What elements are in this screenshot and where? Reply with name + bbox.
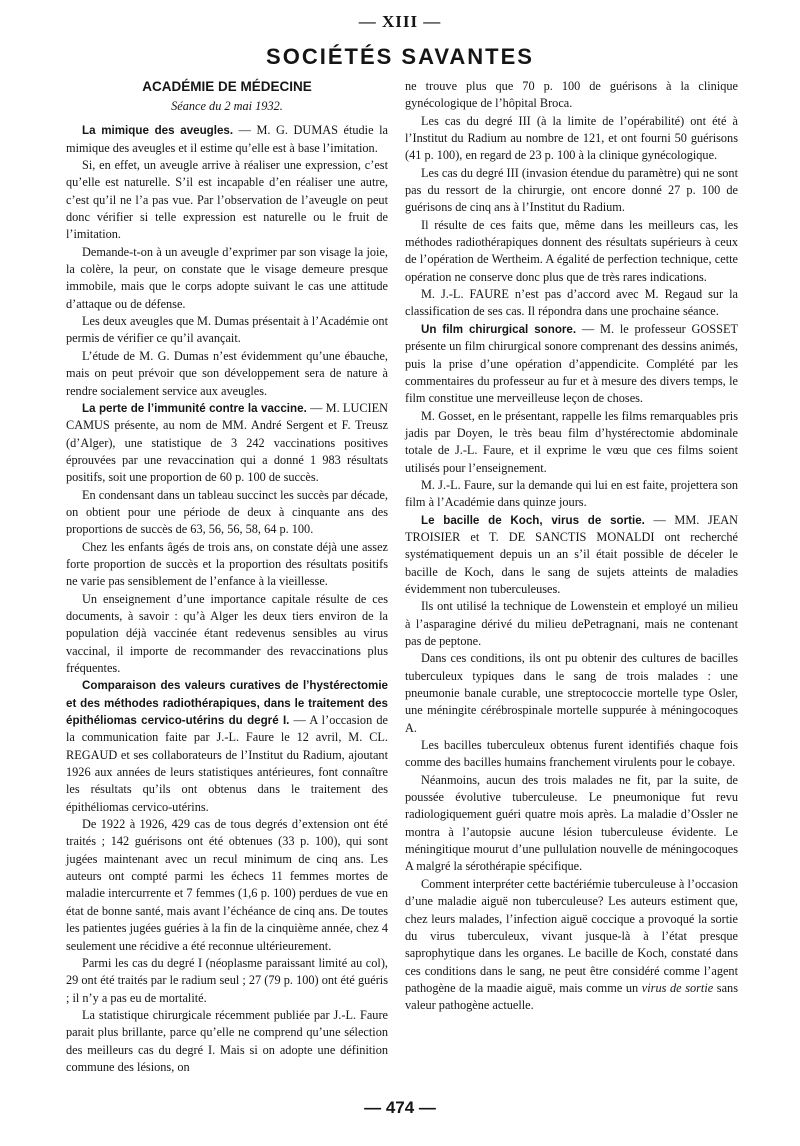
article-heading: Comparaison des valeurs curatives de l’hystérectomie et des méthodes radiothérapiques, dans le traitement des épithéliomas cervico-utérins du degré I. xyxy=(66,679,388,728)
article-text: — M. G. DUMAS étudie la mimique des aveugles et il estime qu’elle est à base l’imitation. xyxy=(66,123,388,155)
paragraph: De 1922 à 1926, 429 cas de tous degrés d’extension ont été traités ; 142 guérisons ont été obtenues (33 p. 100), qui sont jugées maintenant avec un recul minimum de cinq ans. Les auteurs ont compté parmi les échecs 11 femmes mortes de maladie intercurrente et 7 femmes (1,6 p. 100) perdues de vue en état de bonne santé, mais avant l’échéance de cinq ans. De toutes les patientes jugées guéries à la fin de la cinquième année, chez 4 seulement une récidive a été reconnue ultérieurement. xyxy=(66,817,388,953)
article-mimique xyxy=(66,122,388,157)
paragraph: L’étude de M. G. Dumas n’est évidemment qu’une ébauche, mais on peut prévoir que son développement sera de nature à rendre socialement service aux aveugles. xyxy=(66,348,388,398)
paragraph: Un enseignement d’une importance capitale résulte de ces documents, à savoir : qu’à Alger les deux tiers environ de la population déjà vaccinée étant redevenus sensibles au virus vaccinal, il importe de recommander des revaccinations plus fréquentes. xyxy=(66,591,388,675)
article-heading: Un film chirurgical sonore. xyxy=(421,322,577,336)
paragraph: Demande-t-on à un aveugle d’exprimer par son visage la joie, la colère, la peur, on constate que le visage demeure presque immobile, mais que le corps adopte suivant le cas une attitude d’attaque ou de défense. xyxy=(66,244,388,311)
paragraph: Si, en effet, un aveugle arrive à réaliser une expression, c’est qu’elle est naturelle. S’il est incapable d’en réaliser une autre, c’est qu’il ne l’a pas vue. Par l’observation de l’aveugle on peut donc vérifier si telle expression est naturelle ou le fruit de l’imitation. xyxy=(66,158,388,242)
paragraph: Les cas du degré III (à la limite de l’opérabilité) ont été à l’Institut du Radium au nombre de 121, et ont fourni 50 guérisons (41 p. 100), en regard de 23 p. 100 à la clinique gynécologique. xyxy=(405,113,738,163)
article-text: — M. le professeur GOSSET présente un film chirurgical sonore comprenant des dessins animés, puis la prise d’une opération d’appendicite. Complété par les commentaires du professeur au fur et à mesure des divers temps, le film constitue une merveilleuse leçon de choses. xyxy=(405,321,738,406)
article-heading: La perte de l’immunité contre la vaccine. xyxy=(82,401,307,415)
academy-title: ACADÉMIE DE MÉDECINE xyxy=(142,79,312,94)
article-heading: La mimique des aveugles. xyxy=(82,124,234,138)
paragraph: Dans ces conditions, ils ont pu obtenir des cultures de bacilles tuberculeux typiques dans le sang de trois malades : une pneumonie banale curable, une streptococcie mortelle type Osler, une méningite cérébrospinale mortelle suppurée à méningocoques A. xyxy=(405,651,738,735)
paragraph: La statistique chirurgicale récemment publiée par J.-L. Faure parait plus brillante, parce qu’elle ne comprend qu’une sélection des meilleurs cas du degré I. Mais si on adopte une définition commune des lésions, on xyxy=(66,1007,388,1074)
session-date: Séance du 2 mai 1932. xyxy=(171,99,283,113)
section-title: SOCIÉTÉS SAVANTES xyxy=(266,44,534,69)
article-heading: Le bacille de Koch, virus de sortie. xyxy=(421,513,645,527)
article-immunite xyxy=(66,400,388,487)
page-roman-numeral: — XIII — xyxy=(358,12,442,31)
paragraph: Chez les enfants âgés de trois ans, on constate déjà une assez forte proportion de succès et la proportion des résultats positifs ne varie pas sensiblement de l’enfance à la vieillesse. xyxy=(66,539,388,589)
paragraph: Les bacilles tuberculeux obtenus furent identifiés chaque fois comme des bacilles humains franchement virulents pour le cobaye. xyxy=(405,738,738,770)
page-number: — 474 — xyxy=(364,1098,436,1117)
italic-term: virus de sortie xyxy=(641,980,714,995)
paragraph: Ils ont utilisé la technique de Lowenstein et employé un milieu à l’asparagine dérivé du milieu dePetragnani, mais ne contenant pas de peptone. xyxy=(405,599,738,648)
paragraph: En condensant dans un tableau succinct les succès par décade, on obtient pour une période de deux à cinquante ans des proportions de succès de 63, 56, 56, 58, 64 p. 100. xyxy=(66,487,388,537)
paragraph: Néanmoins, aucun des trois malades ne fit, par la suite, de poussée évolutive tuberculeuse. Le pneumonique fut revu radiologiquement guéri quatre mois après. La maladie d’Ossler ne montra à l’autopsie aucune lésion tuberculeuse évidente. Le méningitique mourut d’une pullulation nouvelle de méningocoques A malgré la sérothérapie spécifique. xyxy=(405,772,738,874)
paragraph: M. J.-L. FAURE n’est pas d’accord avec M. Regaud sur la classification de ses cas. Il répondra dans une prochaine séance. xyxy=(405,287,738,319)
paragraph: Les cas du degré III (invasion étendue du paramètre) qui ne sont pas du ressort de la chirurgie, ont encore donné 27 p. 100 de guérisons de cinq ans à l’Institut du Radium. xyxy=(405,165,738,215)
paragraph: Les deux aveugles que M. Dumas présentait à l’Académie ont permis de vérifier ce qu’il avançait. xyxy=(66,314,388,346)
paragraph: M. J.-L. Faure, sur la demande qui lui en est faite, projettera son film à l’Académie dans quinze jours. xyxy=(405,477,738,510)
paragraph-text: Comment interpréter cette bactériémie tuberculeuse à l’occasion d’une maladie aiguë non tuberculeuse? Les auteurs estiment que, chez leurs malades, l’infection aiguë coccique a provoqué la sortie du virus tuberculeux, vivant jusque-là à l’état presque saprophytique dans les organes. Le bacille de Koch, constaté dans ces conditions dans le sang, ne peut être considéré comme l’agent pathogène de la maadie aiguë, mais comme un xyxy=(405,876,738,995)
article-hysterectomie xyxy=(66,677,388,816)
paragraph xyxy=(405,876,738,1015)
article-text: — M. LUCIEN CAMUS présente, au nom de MM. André Sergent et F. Treusz (d’Alger), une statistique de 3 242 vaccinations positives éprouvées par une revaccination qui a donné 1 983 résultats positifs, soit une proportion de 60 p. 100 de succès. xyxy=(66,400,389,485)
paragraph: Il résulte de ces faits que, même dans les meilleurs cas, les méthodes radiothérapiques donnent des résultats supérieurs à ceux de l’opération de Wertheim. A égalité de perfection technique, cette opération ne conserve donc plus que de très rares indications. xyxy=(405,217,738,284)
paragraph: ne trouve plus que 70 p. 100 de guérisons à la clinique gynécologique de l’hôpital Broca. xyxy=(405,79,738,111)
article-film xyxy=(405,321,738,408)
article-bacille xyxy=(405,512,738,599)
paragraph: Parmi les cas du degré I (néoplasme paraissant limité au col), 29 ont été traités par le radium seul ; 27 (79 p. 100) ont été guéris ; il n’y a pas eu de mortalité. xyxy=(66,955,388,1005)
left-column xyxy=(66,78,388,1076)
right-column xyxy=(405,78,738,1015)
article-text: — MM. JEAN TROISIER et T. DE SANCTIS MONALDI ont recherché systématiquement depuis un an s’il était possible de déceler le bacille de Koch, dans le sang de sujets atteints de maladies évidemment non tuberculeuses. xyxy=(405,512,738,596)
paragraph: M. Gosset, en le présentant, rappelle les films remarquables pris jadis par Doyen, le très beau film d’hystérectomie abdominale totale de J.-L. Faure, et il exprime le vœu que ces films soient utilisés pour l’enseignement. xyxy=(405,408,738,475)
paragraph-text: sans valeur pathogène actuelle. xyxy=(405,980,738,1013)
article-text: — A l’occasion de la communication faite par J.-L. Faure le 12 avril, M. CL. REGAUD et ses collaborateurs de l’Institut du Radium, ajoutant 1926 aux années de leurs statistiques antérieures, font connaître les résultats qu’ils ont obtenus dans le traitement des épithéliomas cervico-utérins. xyxy=(66,713,388,814)
